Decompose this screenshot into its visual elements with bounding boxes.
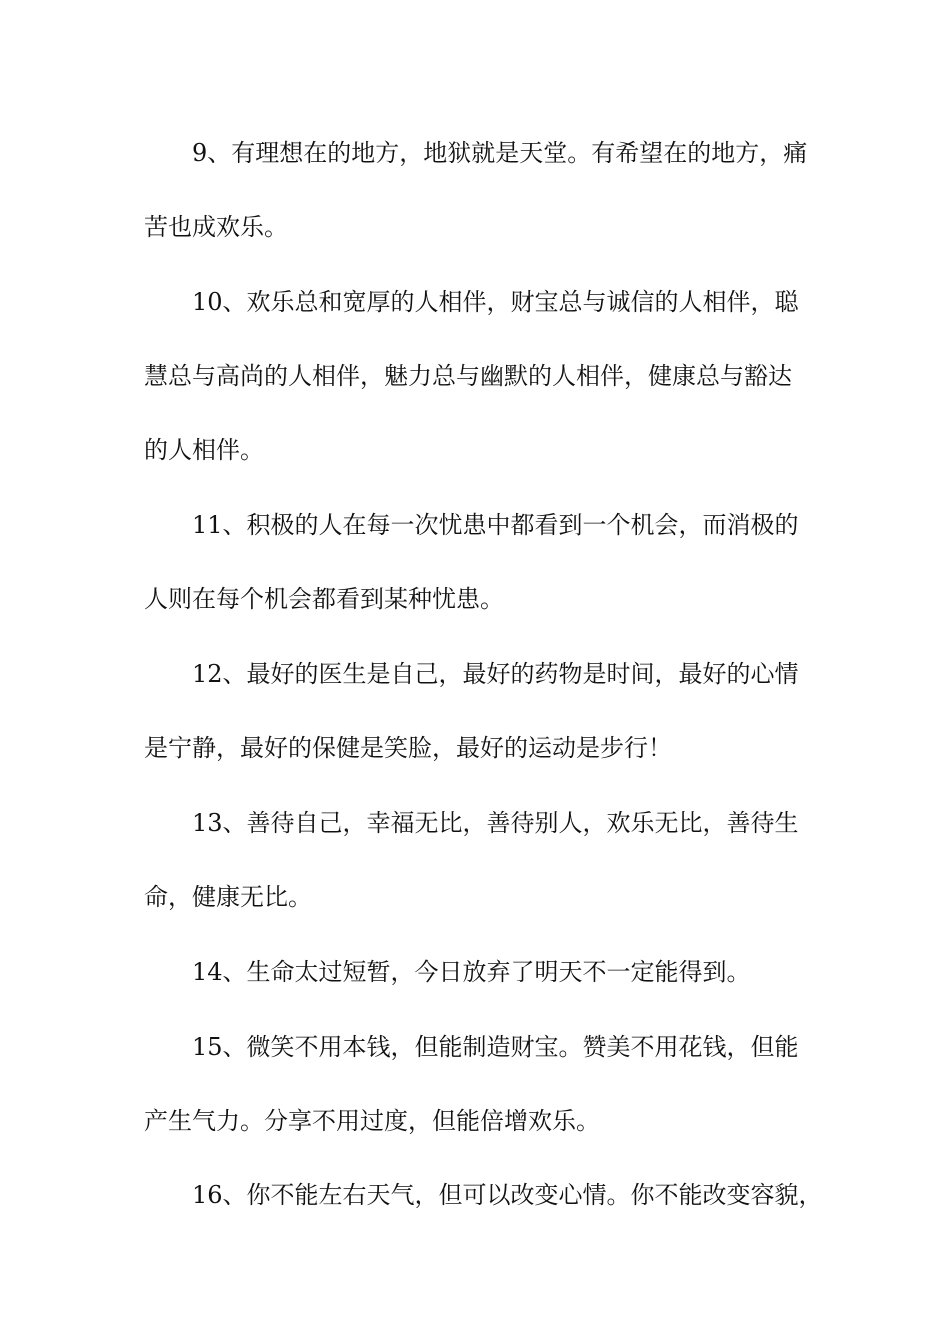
paragraph-15-line-2: 产生气力。分享不用过度，但能倍增欢乐。 <box>144 1107 600 1135</box>
paragraph-12-line-1: 12、最好的医生是自己，最好的药物是时间，最好的心情 <box>192 660 799 688</box>
paragraph-9-line-1: 9、有理想在的地方，地狱就是天堂。有希望在的地方，痛 <box>192 139 808 167</box>
paragraph-16-line-1: 16、你不能左右天气，但可以改变心情。你不能改变容貌， <box>192 1181 823 1209</box>
paragraph-9-line-2: 苦也成欢乐。 <box>144 213 288 241</box>
paragraph-14-line-1: 14、生命太过短暂，今日放弃了明天不一定能得到。 <box>192 958 751 986</box>
paragraph-13-line-2: 命，健康无比。 <box>144 883 312 911</box>
paragraph-10-line-2: 慧总与高尚的人相伴，魅力总与幽默的人相伴，健康总与豁达 <box>144 362 792 390</box>
paragraph-11-line-2: 人则在每个机会都看到某种忧患。 <box>144 585 504 613</box>
paragraph-15-line-1: 15、微笑不用本钱，但能制造财宝。赞美不用花钱，但能 <box>192 1033 799 1061</box>
paragraph-10-line-1: 10、欢乐总和宽厚的人相伴，财宝总与诚信的人相伴，聪 <box>192 288 799 316</box>
paragraph-12-line-2: 是宁静，最好的保健是笑脸，最好的运动是步行！ <box>144 734 672 762</box>
paragraph-13-line-1: 13、善待自己，幸福无比，善待别人，欢乐无比，善待生 <box>192 809 799 837</box>
paragraph-10-line-3: 的人相伴。 <box>144 436 264 464</box>
paragraph-11-line-1: 11、积极的人在每一次忧患中都看到一个机会，而消极的 <box>192 511 799 539</box>
